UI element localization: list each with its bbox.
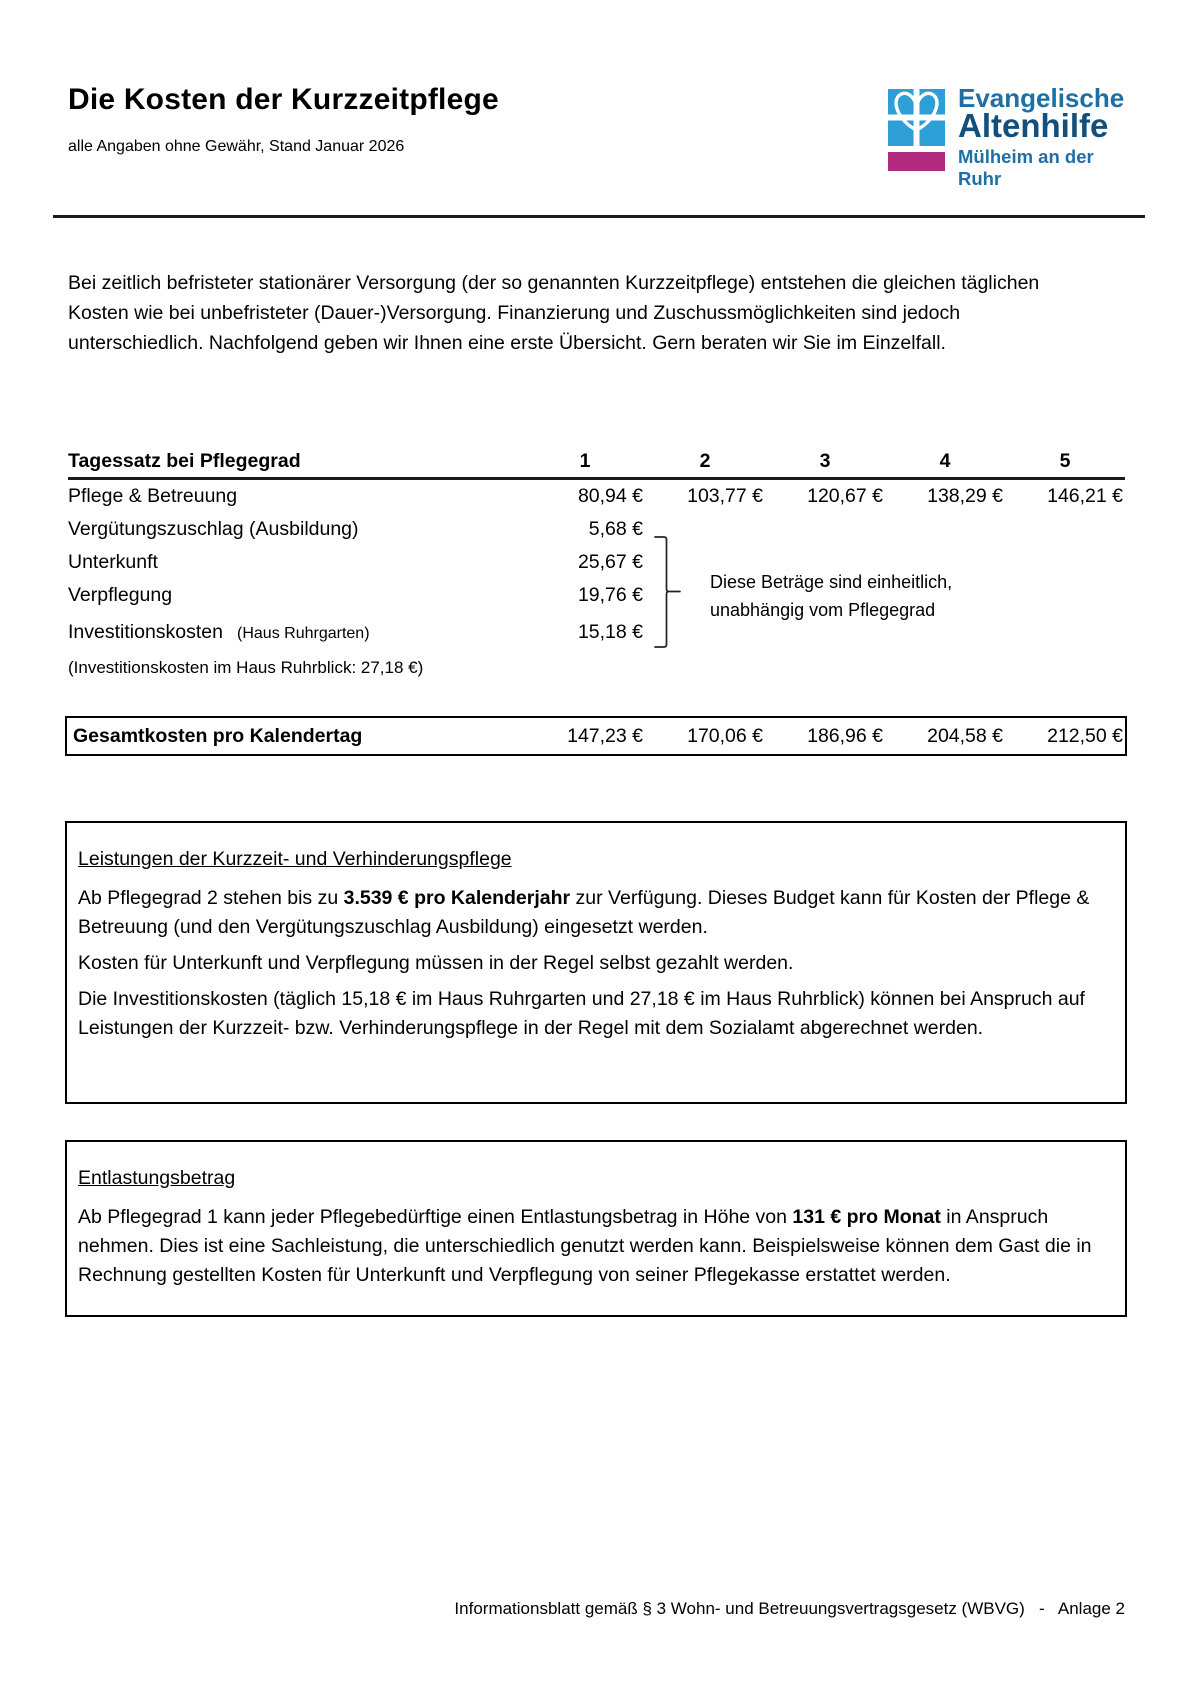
logo-text-city: Mülheim an der Ruhr [958,146,1094,189]
investitionskosten-house-note: (Haus Ruhrgarten) [237,625,370,642]
table-row-verpflegung: Verpflegung 19,76 € [68,584,643,606]
kurzzeitpflege-leistungen-box [65,821,1127,1104]
box1-paragraph-2: Kosten für Unterkunft und Verpflegung müssen in der Regel selbst gezahlt werden. [78,952,794,974]
brace-bracket-icon [652,536,682,648]
box2-heading: Entlastungsbetrag [78,1167,236,1189]
total-cost-row: Gesamtkosten pro Kalendertag 147,23 € 170,06 € 186,96 € 204,58 € 212,50 € [65,716,1127,756]
grade-1-header: 1 [579,450,591,472]
logo-text-altenhilfe: Altenhilfe [958,107,1109,144]
box2-paragraph: Ab Pflegegrad 1 kann jeder Pflegebedürftige einen Entlastungsbetrag in Höhe von 131 € pro Monat in Anspruch nehmen. Dies ist eine Sachleistung, die unterschiedlich genutzt werden kann. Beispielsweise können dem Gast die in Rechnung gestellten Kosten für Unterkunft und Verpflegung von seiner Pflegekasse erstattet werden. [78,1206,1092,1286]
logo-text-evangelische: Evangelische [958,83,1125,113]
table-header-label: Tagessatz bei Pflegegrad [68,450,301,472]
grade-2-header: 2 [699,450,711,472]
grade-4-header: 4 [939,450,951,472]
table-row-investitionskosten: Investitionskosten (Haus Ruhrgarten) 15,18 € [68,621,643,643]
box1-paragraph-3: Die Investitionskosten (täglich 15,18 € im Haus Ruhrgarten und 27,18 € im Haus Ruhrblick) können bei Anspruch auf Leistungen der Kurzzeit- bzw. Verhinderungspflege in der Regel mit dem Sozialamt abgerechnet werden. [78,988,1085,1039]
box1-heading: Leistungen der Kurzzeit- und Verhinderungspflege [78,848,512,870]
page-title: Die Kosten der Kurzzeitpflege [68,83,499,116]
footer-note: Informationsblatt gemäß § 3 Wohn- und Betreuungsvertragsgesetz (WBVG) - Anlage 2 [454,1599,1125,1618]
logo-magenta-bar [888,152,945,171]
entlastungsbetrag-box [65,1140,1127,1317]
table-row-unterkunft: Unterkunft 25,67 € [68,551,643,573]
logo-cross-heart-icon [888,89,945,171]
table-row-verguetungszuschlag: Vergütungszuschlag (Ausbildung) 5,68 € [68,518,643,540]
table-header-row [68,448,1125,480]
header-divider [53,215,1145,218]
grade-3-header: 3 [819,450,831,472]
organization-logo [888,83,1138,189]
page-subtitle: alle Angaben ohne Gewähr, Stand Januar 2026 [68,138,405,155]
brace-annotation: Diese Beträge sind einheitlich, unabhängig vom Pflegegrad [710,572,953,620]
tagessatz-table [68,448,1125,650]
table-row-pflege-betreuung: Pflege & Betreuung 80,94 € 103,77 € 120,67 € 138,29 € 146,21 € [68,485,1123,507]
intro-paragraph: Bei zeitlich befristeter stationärer Versorgung (der so genannten Kurzzeitpflege) entstehen die gleichen täglichen Kosten wie bei unbefristeter (Dauer-)Versorgung. Finanzierung und Zuschussmöglichkeiten sind jedoch unterschiedlich. Nachfolgend geben wir Ihnen eine erste Übersicht. Gern beraten wir Sie im Einzelfall. [68,272,1040,354]
box1-paragraph-1: Ab Pflegegrad 2 stehen bis zu 3.539 € pro Kalenderjahr zur Verfügung. Dieses Budget kann für Kosten der Pflege & Betreuung (und den Vergütungszuschlag Ausbildung) eingesetzt werden. [78,887,1090,938]
grade-5-header: 5 [1059,450,1071,472]
ruhrblick-cost-note: (Investitionskosten im Haus Ruhrblick: 27,18 €) [68,658,424,677]
